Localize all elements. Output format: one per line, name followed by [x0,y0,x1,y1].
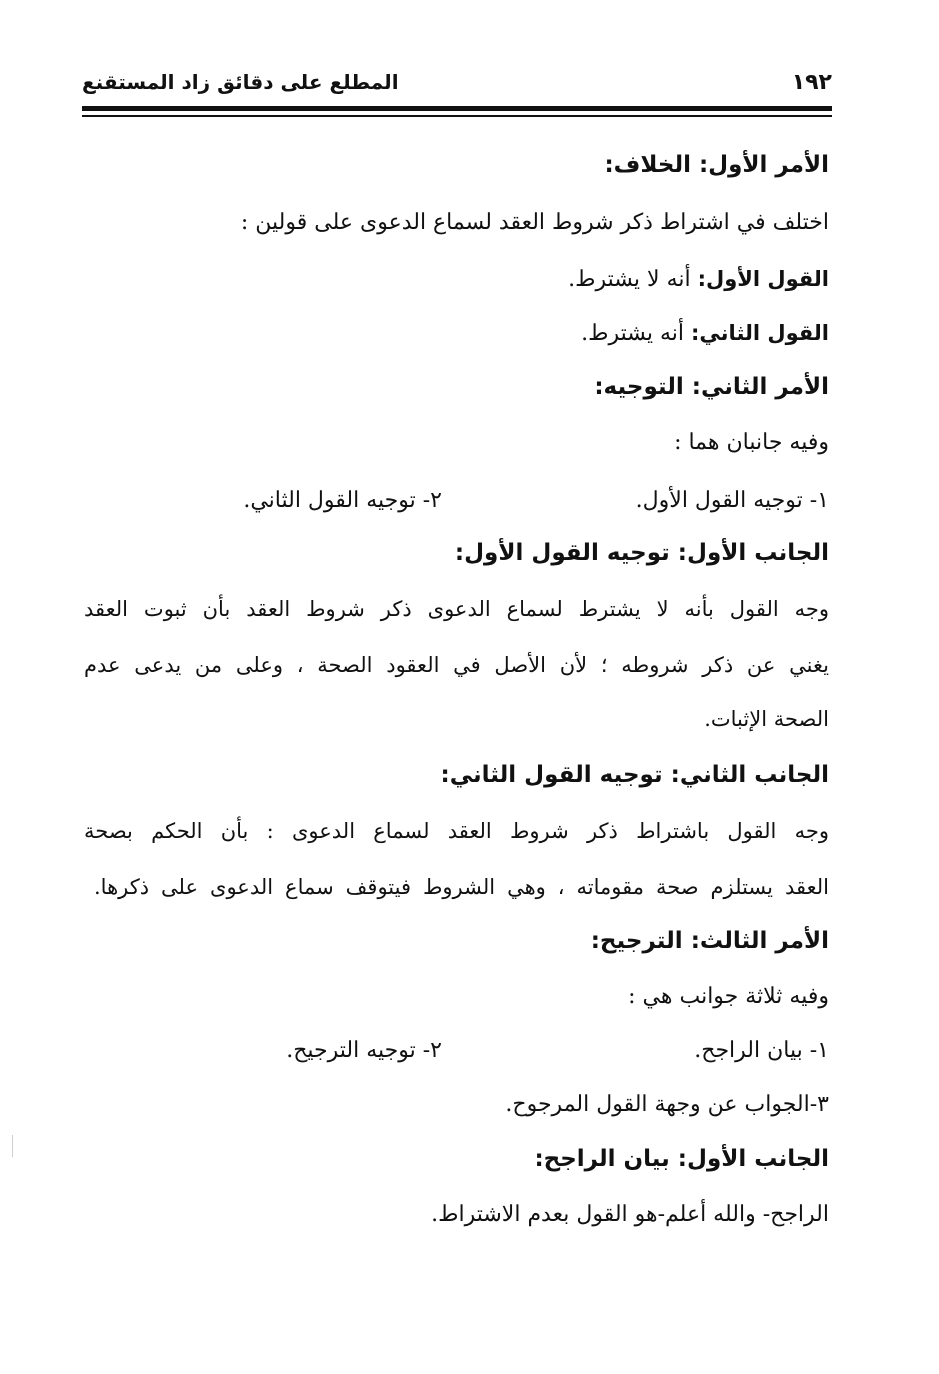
scan-margin-mark [12,1135,13,1157]
paragraph-3-line-3: الصحة الإثبات. [704,707,829,731]
section-heading-1: الأمر الأول: الخلاف: [604,152,829,178]
opinion-2-label: القول الثاني: [691,321,829,345]
paragraph-3-line-1: وجه القول بأنه لا يشترط لسماع الدعوى ذكر شروط العقد بأن ثبوت العقد [84,597,829,621]
opinion-2 [581,318,829,349]
page-header [82,62,832,102]
section-heading-3: الجانب الأول: توجيه القول الأول: [454,540,829,566]
section-heading-6: الجانب الأول: بيان الراجح: [534,1146,829,1172]
page-number: ١٩٢ [791,69,832,95]
paragraph-1: اختلف في اشتراط ذكر شروط العقد لسماع الدعوى على قولين : [240,210,829,235]
header-rule-thin [82,115,832,117]
list-1-item-2: ٢- توجيه القول الثاني. [243,488,442,513]
paragraph-5: وفيه ثلاثة جوانب هي : [628,984,829,1009]
list-2-item-3: ٣-الجواب عن وجهة القول المرجوح. [505,1092,829,1117]
running-title: المطلع على دقائق زاد المستقنع [82,70,399,94]
paragraph-4-line-2: العقد يستلزم صحة مقوماته ، وهي الشروط فيتوقف سماع الدعوى على ذكرها. [94,875,829,899]
section-heading-4: الجانب الثاني: توجيه القول الثاني: [440,762,829,788]
paragraph-2: وفيه جانبان هما : [674,430,829,455]
opinion-1 [568,264,829,295]
paragraph-6: الراجح- والله أعلم-هو القول بعدم الاشتراط. [431,1202,829,1227]
paragraph-3-line-2: يغني عن ذكر شروطه ؛ لأن الأصل في العقود الصحة ، وعلى من يدعى عدم [84,653,829,677]
paragraph-4-line-1: وجه القول باشتراط ذكر شروط العقد لسماع الدعوى : بأن الحكم بصحة [84,819,829,843]
list-2-item-1: ١- بيان الراجح. [694,1038,829,1063]
opinion-1-text: أنه لا يشترط. [568,267,698,292]
list-2-item-2: ٢- توجيه الترجيح. [286,1038,442,1063]
section-heading-5: الأمر الثالث: الترجيح: [590,928,829,954]
section-heading-2: الأمر الثاني: التوجيه: [594,374,829,400]
opinion-2-text: أنه يشترط. [581,321,692,346]
opinion-1-label: القول الأول: [697,267,829,291]
list-1-item-1: ١- توجيه القول الأول. [635,488,829,513]
header-rule-thick [82,106,832,111]
